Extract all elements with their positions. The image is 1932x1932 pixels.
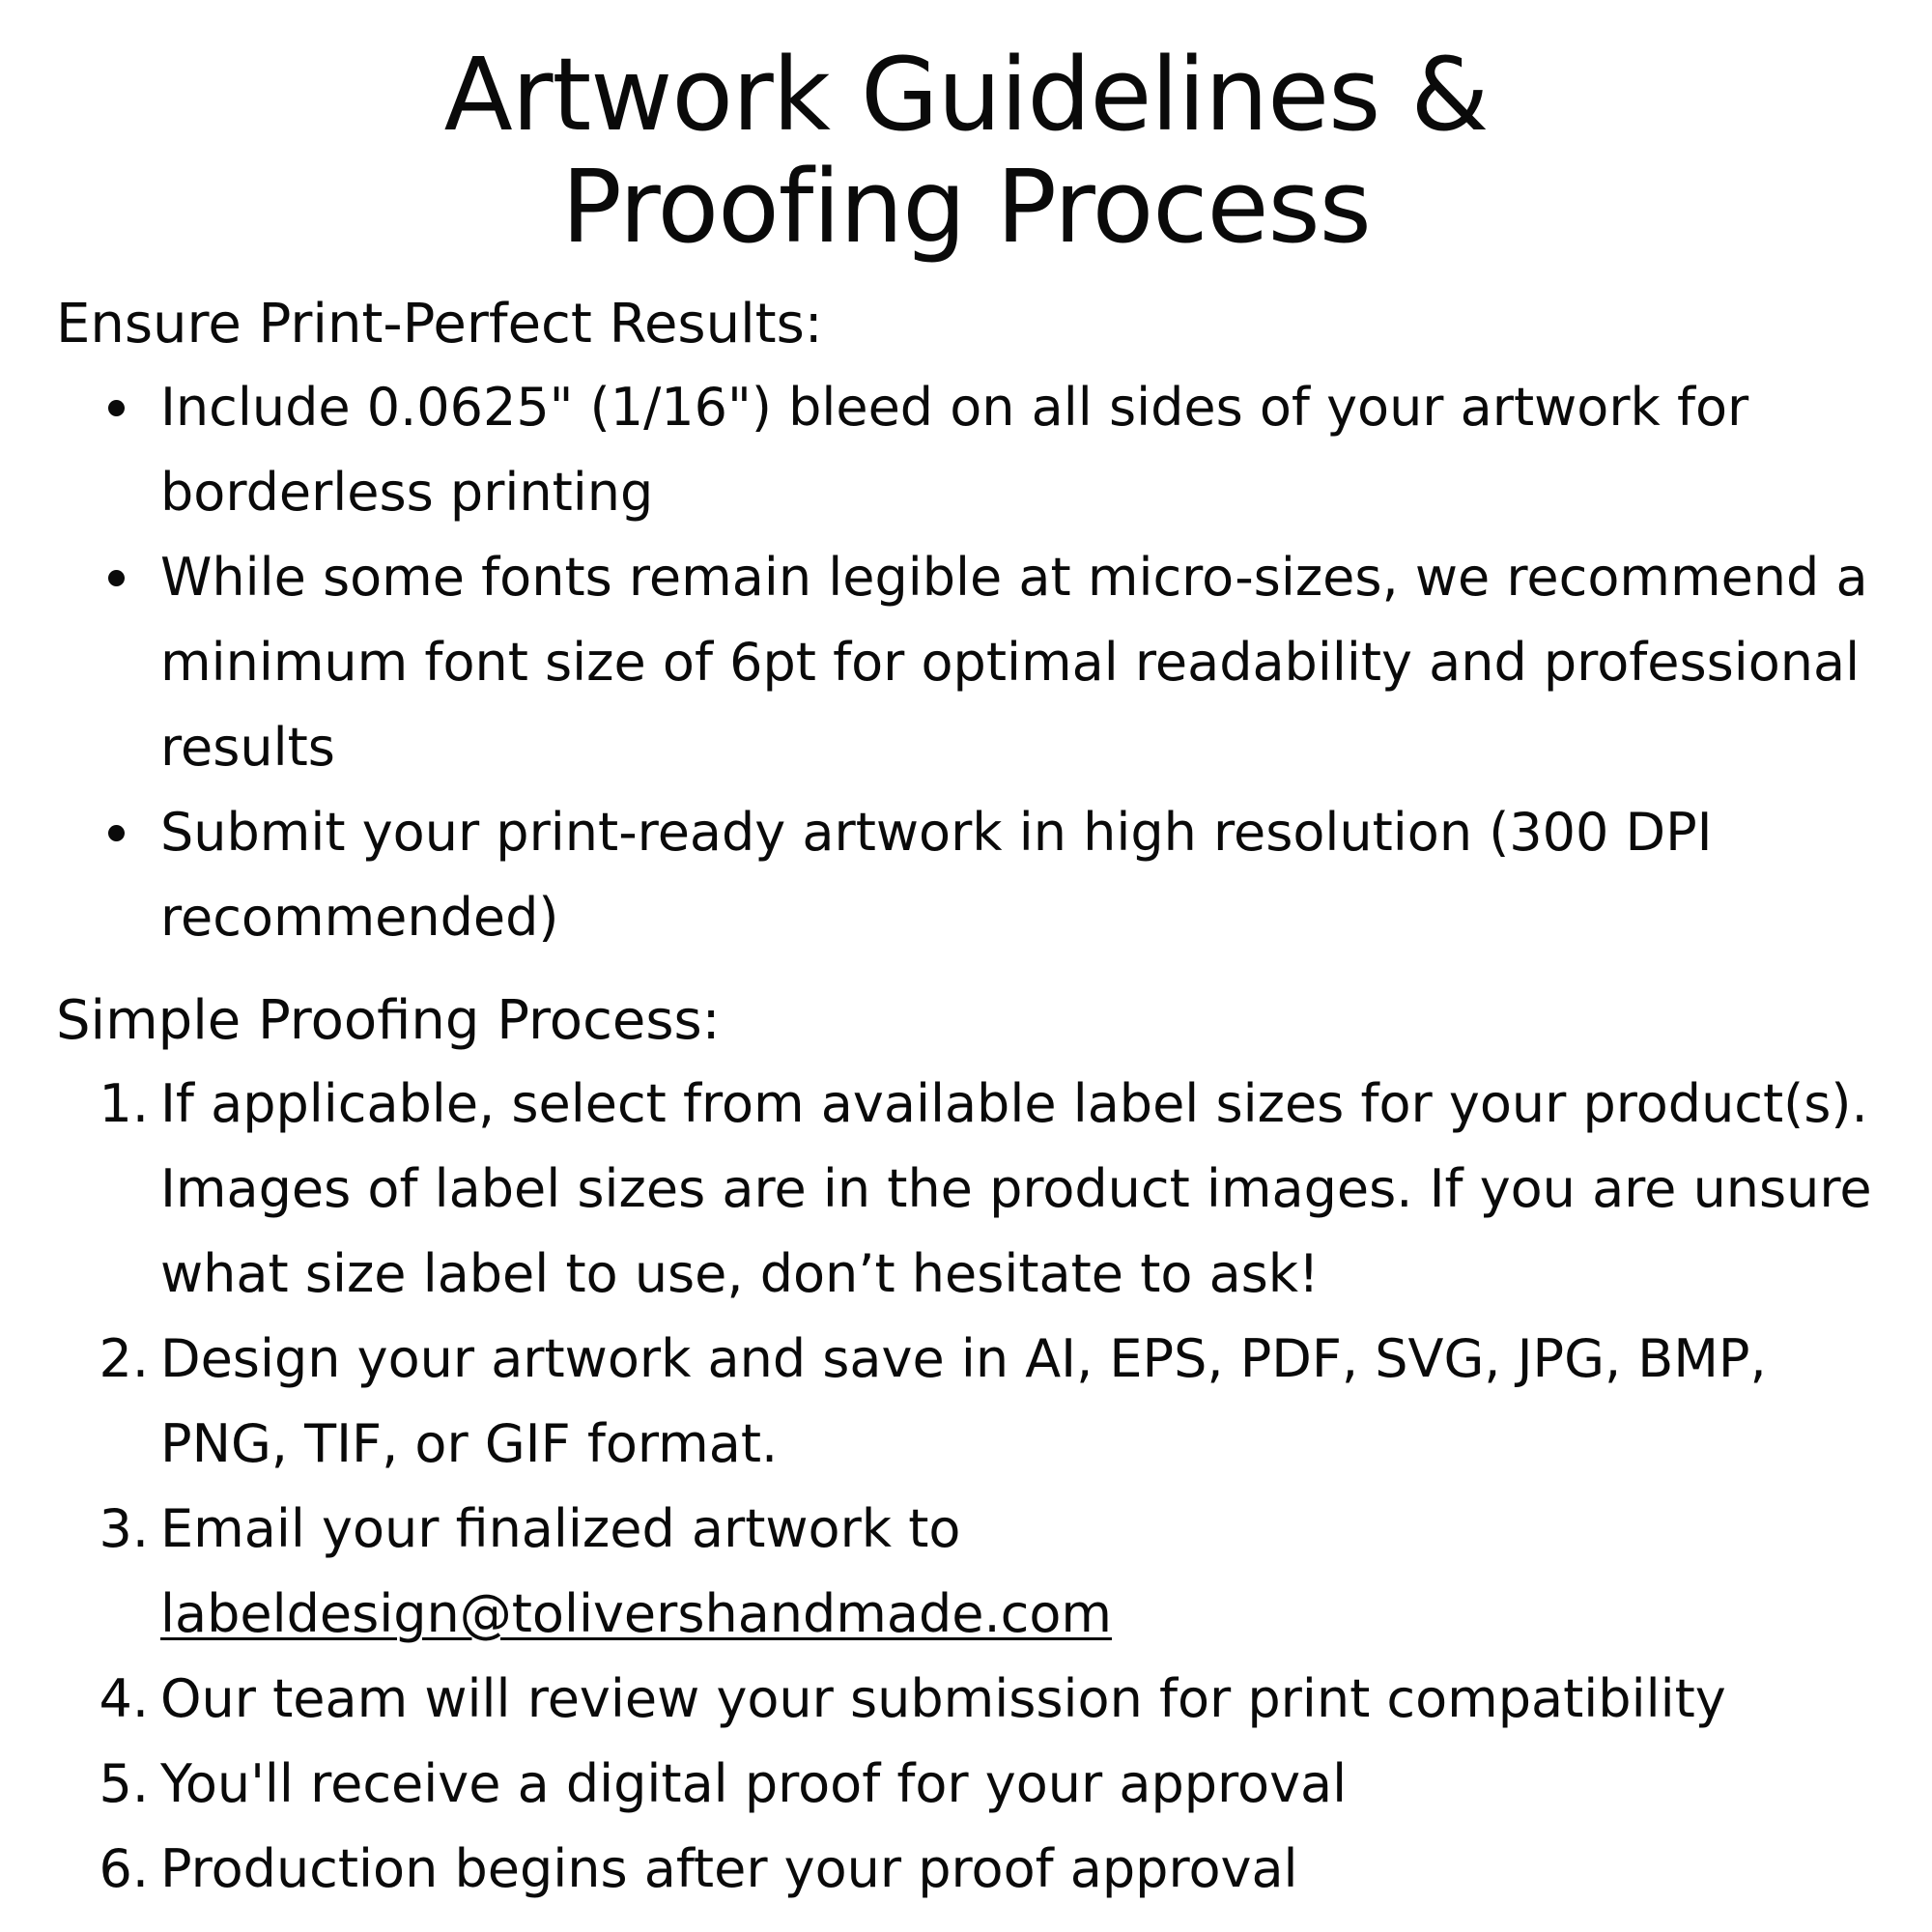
step-number: 2. bbox=[99, 1328, 149, 1389]
print-results-heading: Ensure Print-Perfect Results: bbox=[56, 293, 823, 355]
step-text: If applicable, select from available label sizes for your product(s). Images of label sizes are in the product images. If you are unsure what size label to use, don’t hesitate to ask! bbox=[160, 1073, 1872, 1304]
step-number: 6. bbox=[99, 1838, 149, 1899]
step-number: 3. bbox=[99, 1498, 149, 1559]
page-title bbox=[0, 36, 1932, 266]
proofing-steps-list bbox=[0, 1062, 1932, 1912]
print-guidelines-list bbox=[0, 365, 1932, 960]
step-text: Design your artwork and save in AI, EPS, PDF, SVG, JPG, BMP, PNG, TIF, or GIF format. bbox=[160, 1328, 1767, 1474]
title-line-1: Artwork Guidelines & bbox=[443, 36, 1489, 154]
proofing-process-heading: Simple Proofing Process: bbox=[56, 989, 721, 1052]
bullet-icon bbox=[108, 400, 125, 416]
bullet-icon bbox=[108, 570, 125, 586]
title-line-2: Proofing Process bbox=[561, 148, 1371, 266]
bullet-text: While some fonts remain legible at micro-sizes, we recommend a minimum font size of 6pt for optimal readability and professional results bbox=[160, 547, 1868, 778]
step-number: 5. bbox=[99, 1753, 149, 1814]
step-number: 1. bbox=[99, 1073, 149, 1134]
list-item bbox=[0, 790, 1932, 960]
step-text: You'll receive a digital proof for your approval bbox=[160, 1753, 1348, 1814]
list-item bbox=[0, 1657, 1932, 1742]
list-item bbox=[0, 1827, 1932, 1912]
step-number: 4. bbox=[99, 1668, 149, 1729]
list-item bbox=[0, 1742, 1932, 1827]
step-text: Email your finalized artwork to bbox=[160, 1498, 961, 1559]
list-item bbox=[0, 1062, 1932, 1317]
bullet-text: Include 0.0625" (1/16") bleed on all sides of your artwork for borderless printing bbox=[160, 377, 1749, 523]
list-item bbox=[0, 1487, 1932, 1657]
step-text: Our team will review your submission for print compatibility bbox=[160, 1668, 1726, 1729]
email-link[interactable]: labeldesign@tolivershandmade.com bbox=[160, 1583, 1112, 1644]
bullet-text: Submit your print-ready artwork in high resolution (300 DPI recommended) bbox=[160, 802, 1713, 948]
list-item bbox=[0, 535, 1932, 790]
bullet-icon bbox=[108, 825, 125, 841]
list-item bbox=[0, 365, 1932, 535]
list-item bbox=[0, 1317, 1932, 1487]
step-text: Production begins after your proof approval bbox=[160, 1838, 1298, 1899]
